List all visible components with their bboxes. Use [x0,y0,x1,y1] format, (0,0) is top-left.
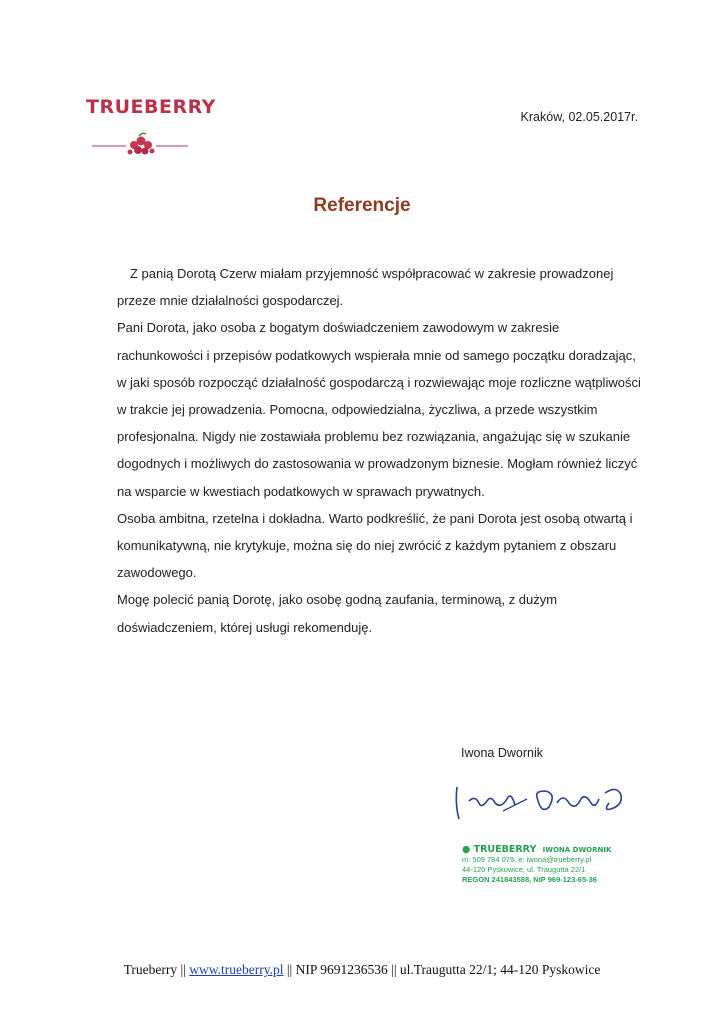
handwritten-signature [445,775,635,825]
signer-name: Iwona Dwornik [461,746,543,760]
stamp-address: 44-120 Pyskowice, ul. Traugutta 22/1 [462,865,586,874]
footer-separator: || [286,962,293,977]
stamp-brand: TRUEBERRY [473,844,537,855]
paragraph: Osoba ambitna, rzetelna i dokładna. Warto podkreślić, że pani Dorota jest osobą otwartą i komunikatywną, nie krytykuje, można się do niej zwrócić z każdym pytaniem z obszaru zawodowego. [117,510,633,581]
company-logo [86,96,216,166]
footer [0,962,724,978]
paragraph: Pani Dorota, jako osoba z bogatym doświadczeniem zawodowym w zakresie rachunkowości i przepisów podatkowych wspierała mnie od samego początku doradzając, w jaki sposób rozpocząć działalność gospodarczą i rozwiewając moje rozliczne wątpliwości w trakcie jej prowadzenia. Pomocna, odpowiedzialna, życzliwa, a przede wszystkim profesjonalna. Nigdy nie zostawiała problemu bez rozwiązania, angażując się w szukanie dogodnych i możliwych do zastosowania w prowadzonym biznesie. Mogłam również liczyć na wsparcie w kwestiach podatkowych w sprawach prywatnych. [117,320,641,499]
paragraph: Z panią Dorotą Czerw miałam przyjemność współpracować w zakresie prowadzonej przeze mnie działalności gospodarczej. [117,266,614,309]
company-stamp [462,844,612,885]
stamp-owner: IWONA DWORNIK [542,846,612,854]
stamp-ids: REGON 241843588, NIP 969-123-65-36 [462,875,597,884]
stamp-contact: m: 509 784 079, e: iwona@trueberry.pl [462,855,592,864]
letter-body [117,260,647,641]
logo-text: TRUEBERRY [86,96,216,118]
raspberry-icon [86,130,196,160]
paragraph: Mogę polecić panią Dorotę, jako osobę godną zaufania, terminową, z dużym doświadczeniem, której usługi rekomenduję. [117,592,558,635]
footer-website-link[interactable]: www.trueberry.pl [189,962,284,977]
footer-address: ul.Traugutta 22/1; 44-120 Pyskowice [399,962,601,977]
footer-separator: || [391,962,397,977]
footer-company: Trueberry [123,962,178,977]
stamp-logo-icon: ● [462,844,471,855]
footer-separator: || [180,962,186,977]
document-title: Referencje [313,195,411,216]
footer-nip: NIP 9691236536 [295,962,388,977]
document-date: Kraków, 02.05.2017r. [520,110,638,124]
stamp-header [462,844,612,855]
